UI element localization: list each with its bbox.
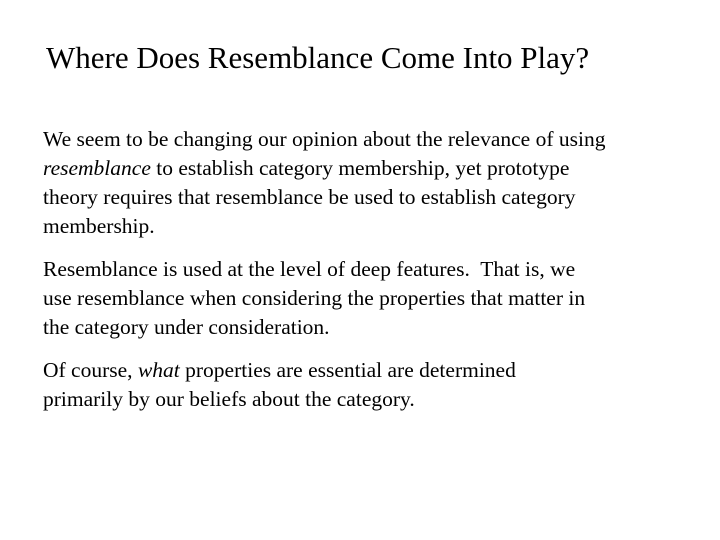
text-segment: theory requires that resemblance be used to establish category <box>43 185 576 209</box>
emphasized-term: resemblance <box>43 156 151 180</box>
text-segment: We seem to be changing our opinion about the relevance of using <box>43 127 606 151</box>
text-segment: the category under consideration. <box>43 315 330 339</box>
text-line <box>43 183 683 212</box>
text-line <box>43 255 683 284</box>
text-segment: use resemblance when considering the properties that matter in <box>43 286 586 310</box>
paragraph-deep-features <box>43 255 683 342</box>
text-segment: properties are essential are determined <box>179 358 516 382</box>
text-segment: to establish category membership, yet prototype <box>150 156 570 180</box>
text-line <box>43 154 683 183</box>
text-segment: primarily by our beliefs about the category. <box>43 387 415 411</box>
text-segment: membership. <box>43 214 155 238</box>
text-segment: Of course, <box>43 358 138 382</box>
slide-title: Where Does Resemblance Come Into Play? <box>46 40 590 75</box>
paragraph-prototype-resemblance <box>43 125 683 241</box>
text-line <box>43 313 683 342</box>
emphasized-term: what <box>137 358 180 382</box>
text-line <box>43 212 683 241</box>
text-line <box>43 385 683 414</box>
text-line <box>43 284 683 313</box>
slide-body <box>43 125 683 414</box>
text-segment: Resemblance is used at the level of deep features. That is, we <box>43 257 576 281</box>
paragraph-beliefs <box>43 356 683 414</box>
text-line <box>43 356 683 385</box>
text-line <box>43 125 683 154</box>
